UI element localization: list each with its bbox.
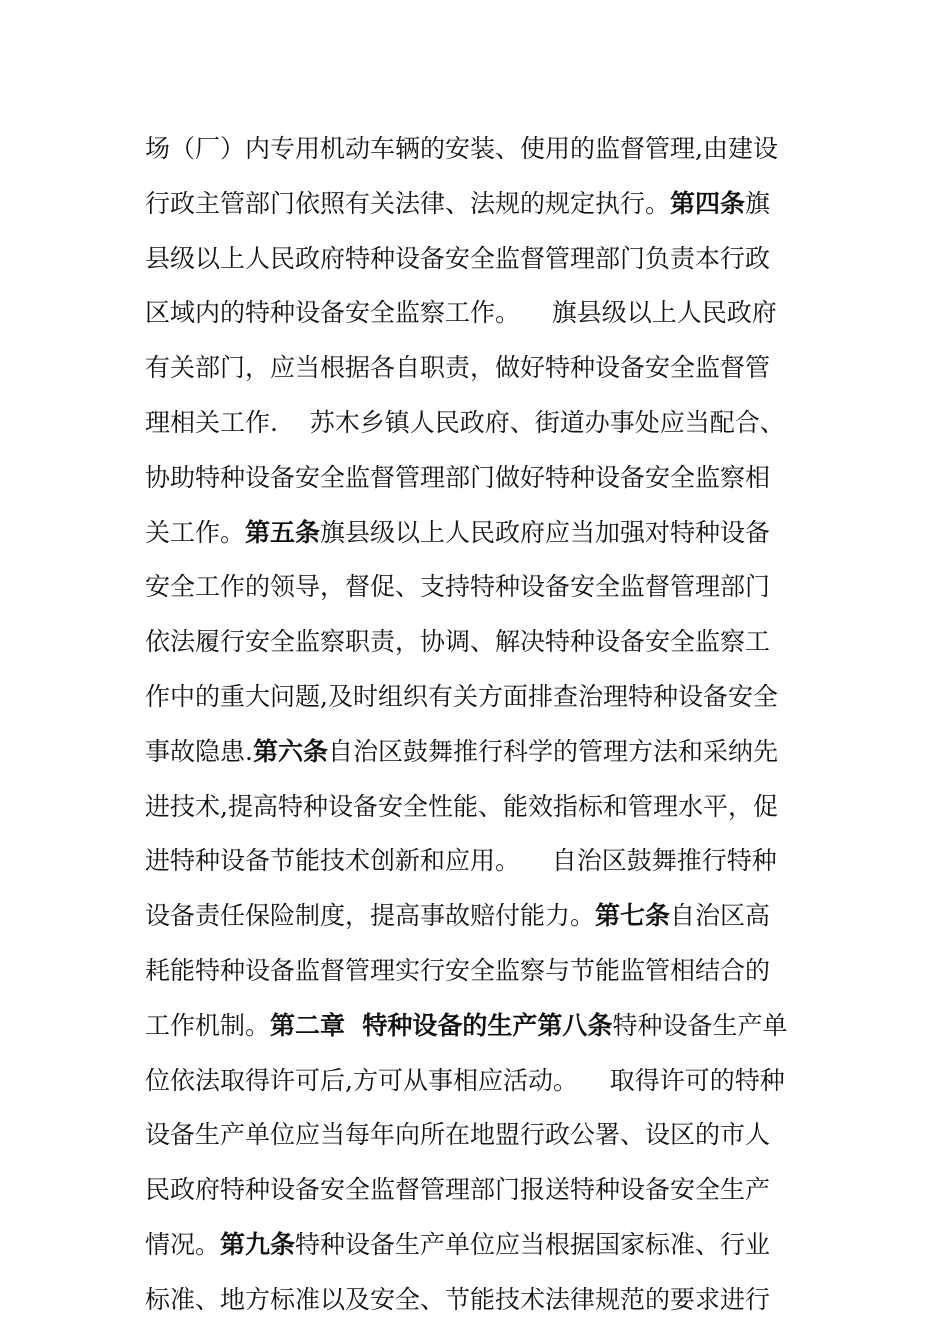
article-heading: 第四条 [670,188,746,218]
text-run: 旗 [745,188,771,218]
text-run: 区域内的特种设备安全监察工作。 旗县级以上人民政府 [145,298,777,328]
text-run: 进特种设备节能技术创新和应用。 自治区鼓舞推行特种 [145,846,777,876]
text-line [145,675,815,719]
text-line [145,127,815,171]
document-body-text [145,127,815,1333]
text-line [145,237,815,281]
text-run: 事故隐患. [145,736,253,766]
text-line [145,785,815,829]
text-run: 特种设备生产单 [612,1010,788,1040]
text-line [145,1113,815,1157]
text-line [145,894,815,938]
text-line [145,456,815,500]
text-line [145,291,815,335]
text-run: 作中的重大问题,及时组织有关方面排查治理特种设备安全 [145,681,778,711]
text-run: 安全工作的领导，督促、支持特种设备安全监督管理部门 [145,572,771,602]
text-line [145,1223,815,1267]
text-run: 理相关工作. 苏木乡镇人民政府、街道办事处应当配合、 [145,407,785,437]
text-run: 位依法取得许可后,方可从事相应活动。 取得许可的特种 [145,1065,785,1095]
article-heading: 第六条 [252,736,328,766]
text-run: 县级以上人民政府特种设备安全监督管理部门负责本行政 [145,243,771,273]
text-line [145,730,815,774]
text-line [145,565,815,609]
text-line [145,1168,815,1212]
text-run: 进技术,提高特种设备安全性能、能效指标和管理水平，促 [145,791,778,821]
text-line [145,346,815,390]
text-line [145,949,815,993]
text-line [145,620,815,664]
text-run: 旗县级以上人民政府应当加强对特种设备 [320,517,771,547]
text-line [145,511,815,555]
article-heading: 第九条 [220,1229,296,1259]
text-run: 标准、地方标准以及安全、节能技术法律规范的要求进行 [145,1284,771,1314]
text-run: 自治区高 [670,901,771,931]
text-run: 有关部门，应当根据各自职责，做好特种设备安全监督管 [145,353,771,383]
text-run: 行政主管部门依照有关法律、法规的规定执行。 [145,188,671,218]
article-heading: 第五条 [245,517,321,547]
text-line [145,839,815,883]
text-run: 关工作。 [145,517,246,547]
text-run: 民政府特种设备安全监督管理部门报送特种设备安全生产 [145,1175,771,1205]
text-run: 设备生产单位应当每年向所在地盟行政公署、设区的市人 [145,1120,771,1150]
text-run: 耗能特种设备监督管理实行安全监察与节能监管相结合的 [145,955,771,985]
text-run: 场（厂）内专用机动车辆的安装、使用的监督管理,由建设 [145,134,778,163]
text-run: 情况。 [145,1229,221,1259]
text-line [145,401,815,445]
text-run: 自治区鼓舞推行科学的管理方法和采纳先 [327,736,778,766]
text-run: 协助特种设备安全监督管理部门做好特种设备安全监察相 [145,462,771,492]
text-run: 设备责任保险制度，提高事故赔付能力。 [145,901,596,931]
text-line [145,1004,815,1048]
text-line [145,1059,815,1103]
text-run: 工作机制。 [145,1010,271,1040]
text-run: 依法履行安全监察职责，协调、解决特种设备安全监察工 [145,627,771,657]
text-line [145,182,815,226]
text-line [145,1278,815,1322]
text-run: 特种设备生产单位应当根据国家标准、行业 [295,1229,771,1259]
article-heading: 第七条 [595,901,671,931]
article-heading: 第二章 特种设备的生产第八条 [270,1010,613,1040]
